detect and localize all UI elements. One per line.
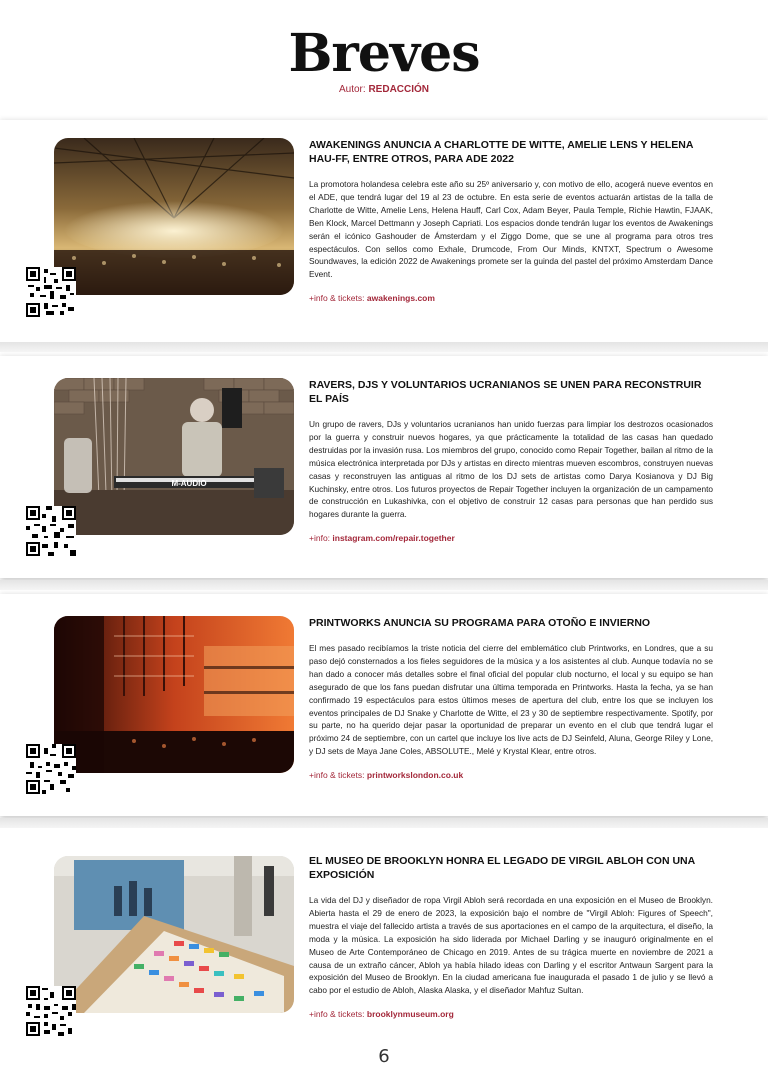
info-label: +info: [309,533,331,544]
info-link[interactable]: awakenings.com [366,293,435,304]
article-body: La promotora holandesa celebra este año su 25º aniversario y, con motivo de ello, acogerá nueve eventos en el ADE, que tendrá lugar del 19 al 23 de octubre. En esta serie de eventos actuarán artistas de la talla de Charlotte de Witte, Amelie Lens, Helena Hauff, Carl Cox, Adam Beyer, Paula Temple, Richie Hawtin, FJAAK, Ben Klock, Marcel Dettmann y Joseph Capriati. Los espacios donde tendrán lugar los eventos de Awakenings serán el icónico Gashouder de Ámsterdam y el Ziggo Dome, que se une al programa para otros tres espectáculos. Con sellos como Exhale, Drumcode, From Our Minds, KNTXT, Spectrum o Awesome Soundwaves, la edición 2022 de Awakenings promete ser la guinda del pastel del próximo Amsterdam Dance Event. [309,179,713,280]
info-label: +info & tickets: [309,1009,365,1020]
article-body: La vida del DJ y diseñador de ropa Virgil Abloh será recordada en una exposición en el Museo de Brooklyn. Abierta hasta el 29 de enero de 2023, la exposición bajo el nombre de "Virgil Abloh: Figures of Speech", muestra el viaje del fallecido artista a través de sus aportaciones en el campo de la arquitectura, el diseño, la moda y la música. La exposición ha sido liderada por Michael Darling y se inauguró originalmente en el Museo de Arte Contemporáneo de Chicago en 2019. Antes de su trágica muerte en noviembre de 2021 a causa de un extraño cáncer, Abloh ya había hilado ideas con Darling y el escritor Antwaun Sargent para la exposición del Museo de Brooklyn. En la ciudad americana fue inaugurada el pasado 1 de julio y se llevó a cabo por el estudio de Abloh, Alaska Alaska, y el diseñador Mahfuz Sultan. [309,895,713,996]
qr-code-icon[interactable] [26,744,76,794]
author-line [0,84,768,95]
qr-code-icon[interactable] [26,986,76,1036]
club-interior-photo [54,616,294,773]
section-title: Breves [288,23,480,84]
concert-crowd-photo [54,138,294,295]
section-divider [0,580,768,590]
article-printworks [0,594,768,816]
article-awakenings [0,120,768,342]
page-number: 6 [378,1046,390,1067]
article-repair-together [0,356,768,578]
article-title: RAVERS, DJS Y VOLUNTARIOS UCRANIANOS SE UNEN PARA RECONSTRUIR EL PAÍS [309,379,702,405]
info-label: +info & tickets: [309,293,365,304]
article-body: El mes pasado recibíamos la triste noticia del cierre del emblemático club Printworks, en Londres, que a su paso dejó consternados a los fieles seguidores de la música y a los asistentes al club. Aunque todavía no se han dado a conocer más detalles sobre el final oficial del popular club nocturno, el local y su equipo se han asegurado de que los fans puedan disfrutar una última temporada en Printworks. Hasta la fecha, ya se han confirmado 19 espectáculos para estos últimos meses de apertura del club, entre los que se incluyen los eventos principales de DJ Snake y Charlotte de Witte, el 23 y 30 de septiembre respectivamente. Spotify, por su parte, no ha querido dejar pasar la oportunidad de preparar un evento en el club que tendrá lugar el próximo 24 de septiembre, con un cartel que incluye los live acts de DJ Seinfeld, Aluna, George Riley y Lone, y DJ sets de Maya Jane Coles, ABSOLUTE., Melé y Krystal Klear, entre otros. [309,643,713,757]
page-header [0,0,768,110]
info-line [309,533,713,543]
info-link[interactable]: printworkslondon.co.uk [366,770,464,781]
info-line [309,293,713,303]
article-title: EL MUSEO DE BROOKLYN HONRA EL LEGADO DE VIRGIL ABLOH CON UNA EXPOSICIÓN [309,855,695,881]
article-virgil-abloh [0,832,768,1042]
qr-code-icon[interactable] [26,506,76,556]
article-title: PRINTWORKS ANUNCIA SU PROGRAMA PARA OTOÑO E INVIERNO [309,617,651,629]
author-name: REDACCIÓN [368,84,430,95]
museum-sneakers-photo [54,856,294,1013]
article-text [309,378,713,543]
article-title: AWAKENINGS ANUNCIA A CHARLOTTE DE WITTE, AMELIE LENS Y HELENA HAU-FF, ENTRE OTROS, PARA ADE 2022 [309,139,694,165]
info-label: +info & tickets: [309,770,365,781]
article-body: Un grupo de ravers, DJs y voluntarios ucranianos han unido fuerzas para limpiar los destrozos ocasionados por la guerra y construir nuevos hogares, ya que prácticamente la totalidad de las casas han quedado destruidas por la invasión rusa. Los miembros del grupo, conocido como Repair Together, bailan al ritmo de la música electrónica interpretada por DJs y artistas en directo mientras mueven escombros, construyen nuevas casas y reconstruyen las antiguas al ritmo de los DJ sets de artistas como Darya Kosianova y DJ Big Kuchinsky, entre otros. Los futuros proyectos de Repair Together incluyen la organización de un campamento de construcción en Lukashivka, con el objetivo de construir 12 casas para personas que han perdido sus hogares durante la guerra. [309,419,713,520]
info-link[interactable]: instagram.com/repair.together [332,533,455,544]
section-divider [0,818,768,828]
qr-code-icon[interactable] [26,267,76,317]
article-text [309,138,713,303]
author-label: Autor: [338,84,366,95]
info-line [309,1009,713,1019]
keyboard-brand: M-AUDIO [171,479,207,488]
section-divider [0,342,768,352]
info-link[interactable]: brooklynmuseum.org [366,1009,454,1020]
article-text [309,854,713,1019]
article-text [309,616,713,780]
info-line [309,770,713,780]
musician-keyboard-photo [54,378,294,535]
